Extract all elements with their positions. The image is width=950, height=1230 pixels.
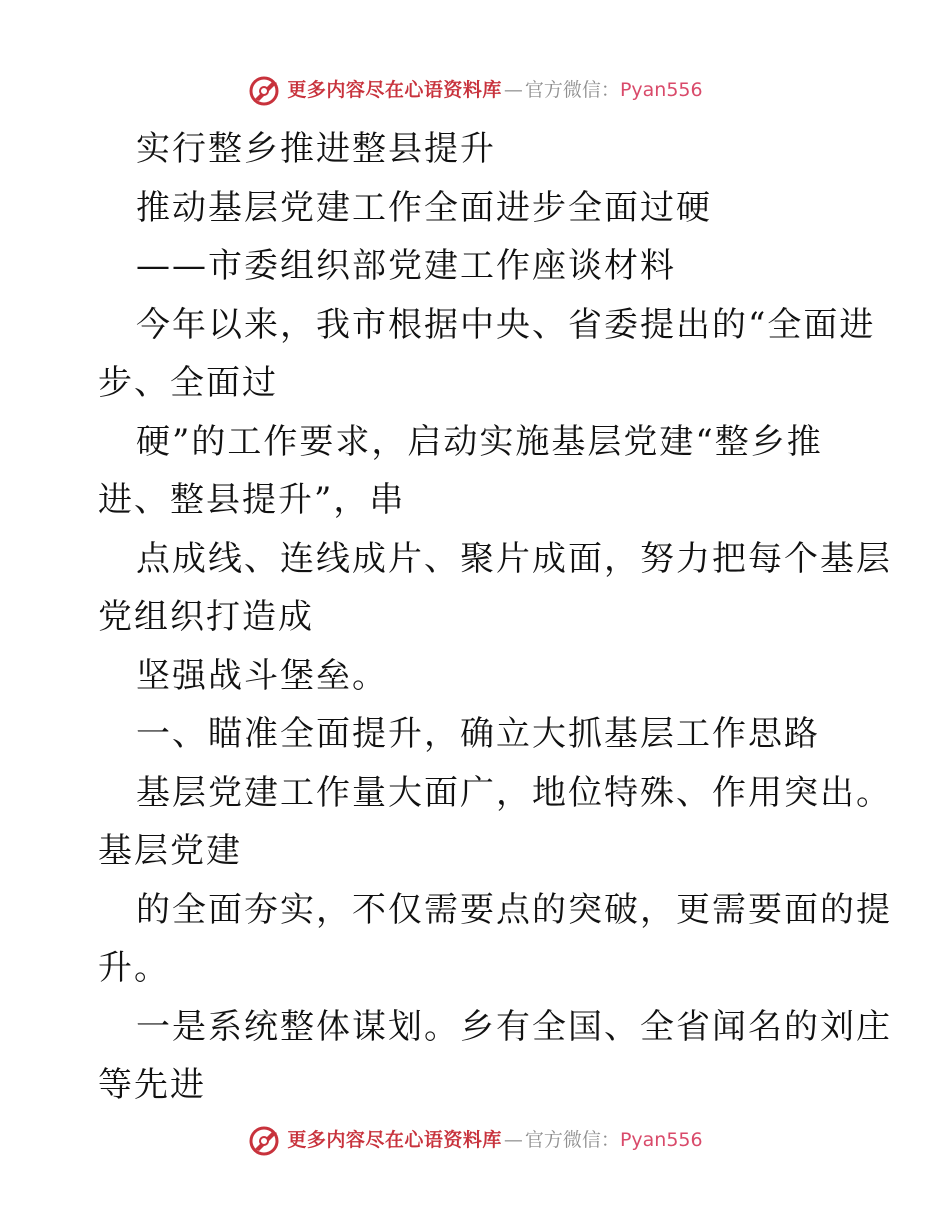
paragraph-line: 点成线、连线成片、聚片成面，努力把每个基层 — [136, 538, 892, 579]
paragraph-line: 步、全面过 — [98, 363, 278, 403]
pen-logo-icon — [247, 1122, 283, 1158]
paragraph-line: 的全面夯实，不仅需要点的突破，更需要面的提 — [136, 889, 892, 930]
document-body — [98, 120, 892, 1115]
banner-dash: — — [503, 1129, 523, 1151]
site-text: 更多内容尽在心语资料库 — [287, 79, 502, 101]
paragraph-line: 硬”的工作要求，启动实施基层党建“整乡推 — [136, 421, 823, 462]
doc-subtitle: ——市委组织部党建工作座谈材料 — [136, 246, 676, 286]
wechat-id: Pyan556 — [619, 79, 703, 101]
doc-title-line-2: 推动基层党建工作全面进步全面过硬 — [136, 187, 712, 228]
header-watermark-banner — [0, 70, 950, 110]
paragraph-line: 基层党建 — [98, 831, 242, 871]
paragraph-line: 坚强战斗堡垒。 — [136, 655, 388, 696]
doc-title-line-1: 实行整乡推进整县提升 — [136, 129, 496, 169]
paragraph-line: 等先进 — [98, 1065, 206, 1105]
wechat-label: 官方微信： — [524, 79, 620, 101]
wechat-label: 官方微信： — [524, 1129, 620, 1151]
site-text: 更多内容尽在心语资料库 — [287, 1129, 502, 1151]
paragraph-line: 升。 — [98, 948, 170, 988]
pen-logo-icon — [247, 72, 283, 108]
banner-dash: — — [503, 79, 523, 101]
wechat-id: Pyan556 — [619, 1129, 703, 1151]
paragraph-line: 进、整县提升”，串 — [98, 480, 406, 520]
paragraph-line: 一是系统整体谋划。乡有全国、全省闻名的刘庄 — [136, 1006, 892, 1047]
footer-watermark-banner — [0, 1120, 950, 1160]
section-heading: 一、瞄准全面提升，确立大抓基层工作思路 — [136, 714, 820, 754]
paragraph-line: 党组织打造成 — [98, 597, 314, 637]
paragraph-line: 今年以来，我市根据中央、省委提出的“全面进 — [136, 304, 876, 345]
paragraph-line: 基层党建工作量大面广，地位特殊、作用突出。 — [136, 772, 892, 813]
